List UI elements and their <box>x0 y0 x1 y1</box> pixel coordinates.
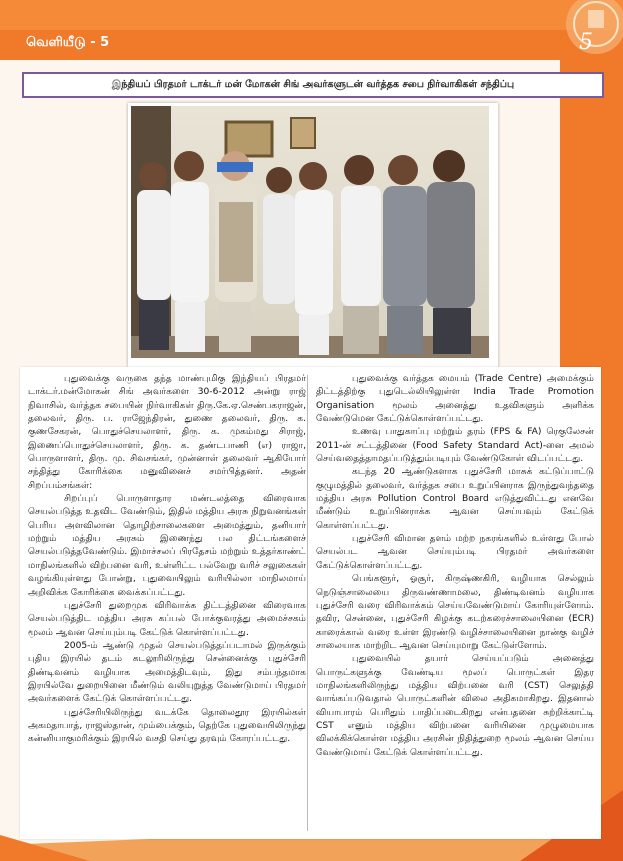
right-paragraph: புதுவைக்கு வர்த்தக மையம் (Trade Centre) அமைக்கும் திட்டத்திற்கு புதுடெல்லியிலுள்ள India Trade Promotion Organisation மூலம் அனைத்து உதவிகளும் அளிக்க வேண்டுமென கேட்டுக்கொள்ளப்பட்டது. <box>316 374 594 425</box>
section-label: வெளியீடு - 5 <box>26 35 110 50</box>
right-paragraph: பெங்களூர், ஓசூர், கிருஷ்ணகிரி, வழியாக செல்லும் நெடுஞ்சாலையை திருவண்ணாமலை, திண்டிவனம் வழியாக புதுச்சேரி வரை விரிவாக்கம் செய்யவேண்டுமாய் கோரியுள்ளோம். தவிர, சென்னை, புதுச்சேரி கிழக்கு கடற்கரைச்சாலையினை (ECR) காரைக்கால் வரை உள்ள இரண்டு வழிச்சாலையினை நான்கு வழிச் சாலையாக மாற்றிட ஆவன செய்யுமாறு கேட்டுள்ளோம். <box>316 574 594 651</box>
group-photo <box>128 103 498 367</box>
page-number: 5 <box>579 30 593 55</box>
left-paragraph: 2005-ம் ஆண்டு முதல் செயல்படுத்தப்படாமல் இருக்கும் புதிய இரயில் தடம் கடலூரிலிருந்து சென்னைக்கு புதுச்சேரி திண்டிவனம் வழியாக அமைத்திடவும், இது சம்பந்தமாக இரயில்வே துறையினை மீண்டும் வலியுறுத்த வேண்டுமாய் பிரதமர் அவர்களைக் கேட்டுக் கொள்ளப்பட்டது. <box>28 640 306 705</box>
left-paragraph: சிறப்புப் பொருளாதார மண்டலத்தை விரைவாக செயல்படுத்த உதவிட வேண்டும், இதில் மத்திய அரசு நிறுவனங்கள் பெரிய அளவிலான தொழிற்சாலைகளை அமைத்தும், தனியார் மற்றும் மத்திய அரசும் இணைந்து பல திட்டங்களைச் செயல்படுத்தவேண்டும். இமாச்சலப் பிரதேசம் மற்றும் உத்தர்காண்ட் மாநிலங்களில் விற்பனை வரி, உள்ளிட்ட பல்வேறு வரிச் சலுகைகள் வழங்கியுள்ளது போன்று, புதுவையிலும் வரியில்லா மாநிலமாய் அறிவிக்க கோரிக்கை வைக்கப்பட்டது. <box>28 494 306 598</box>
article-right-column <box>316 373 594 760</box>
article-left-column <box>28 373 306 747</box>
group-photo-icon <box>131 106 489 358</box>
column-divider <box>307 375 308 831</box>
left-paragraph: புதுவைக்கு வருகை தந்த மாண்புமிகு இந்தியப் பிரதமர் டாக்டர்.மன்மோகன் சிங் அவர்களை 30-6-2012 அன்று ராஜ் நிவாசில், வர்த்தக சபையின் நிர்வாகிகள் திரு.கே.ஏ.செண்பகராஜன், தலைவர், திரு. ப. ராஜேந்திரன், துணை தலைவர், திரு. க. குணசேகரன், பொதுச்செயலாளர், திரு. க. முகம்மது சிராஜ், இணைப்பொதுச்செயலாளர், திரு. க. தண்டபாணி (எ) ராஜா, பொருளாளர், திரு. மு. சிவசங்கர், முன்னாள் தலைவர் ஆகியோர் சந்தித்து கோரிக்கை மனுவினைச் சமர்பித்தனர். அதன் சிறப்பம்சங்கள்: <box>28 374 306 491</box>
right-paragraph: கடந்த 20 ஆண்டுகளாக புதுச்சேரி மாசுக் கட்டுப்பாட்டு குழுமத்தில் தலைவர், வர்த்தக சபை உறுப்பினராக இருந்துவந்ததை மத்திய அரசு Pollution Control Board எடுத்துவிட்டது எனவே மீண்டும் உறுப்பினராக்க ஆவன செய்யவும் கேட்டுக் கொள்ளப்பட்டது. <box>316 467 594 531</box>
left-paragraph: புதுச்சேரி துறைமுக விரிவாக்க திட்டத்தினை விரைவாக செயல்படுத்திட மத்திய அரசு கப்பல் போக்குவரத்து அமைச்சகம் மூலம் ஆவன செய்யும்படி கேட்டுக் கொள்ளப்பட்டது. <box>28 600 306 638</box>
right-paragraph: உணவு பாதுகாப்பு மற்றும் தரம் (FPS & FA) ரெகுலேசன் 2011-ன் சட்டத்தினை (Food Safety Standard Act)-னை அமல் செய்வதைத்தாமதப்படுத்தும்படியும் வேண்டுகோள் விடப்பட்டது. <box>316 427 594 465</box>
right-paragraph: புதுச்சேரி விமான தளம் மற்ற நகரங்களில் உள்ளது போல் செயல்பட ஆவன செய்யும்படி பிரதமர் அவர்களை கேட்டுக்கொள்ளப்பட்டது. <box>316 534 594 571</box>
left-paragraph: புதுச்சேரியிலிருந்து வடக்கே தொலைதூர இரயில்கள் அகமதாபாத், ராஜஸ்தான், மும்பைக்கும், தெற்கே புதுவையிலிருந்து கன்னியாகுமரிக்கும் இரயில் வசதி செய்து தரவும் கோரப்பட்டது. <box>28 707 306 745</box>
article-columns <box>20 367 601 839</box>
headline: இந்தியப் பிரதமர் டாக்டர் மன் மோகன் சிங் அவர்களுடன் வர்த்தக சபை நிர்வாகிகள் சந்திப்பு <box>111 79 515 90</box>
headline-box <box>22 72 604 98</box>
right-paragraph: புதுவையில் தயார் செய்யப்படும் அனைத்து பொருட்களுக்கு வேண்டிய மூலப் பொருட்கள் இதர மாநிலங்களிலிருந்து மத்திய விற்பனை வரி (CST) செலுத்தி வாங்கப்படுவதால் பொருட்களின் விலை அதிகமாகிறது. இதனால் வியாபாரம் பெரிதும் பாதிப்படைகிறது என்பதனை சுற்றிக்காட்டி CST எனும் மத்திய விற்பனை வரியினை முழுமையாக விலக்கிக்கொள்ள மத்திய அரசின் நிதித்துறை மூலம் ஆவன செய்ய வேண்டுமாய் கேட்டுக் கொள்ளப்பட்டது. <box>316 654 594 758</box>
